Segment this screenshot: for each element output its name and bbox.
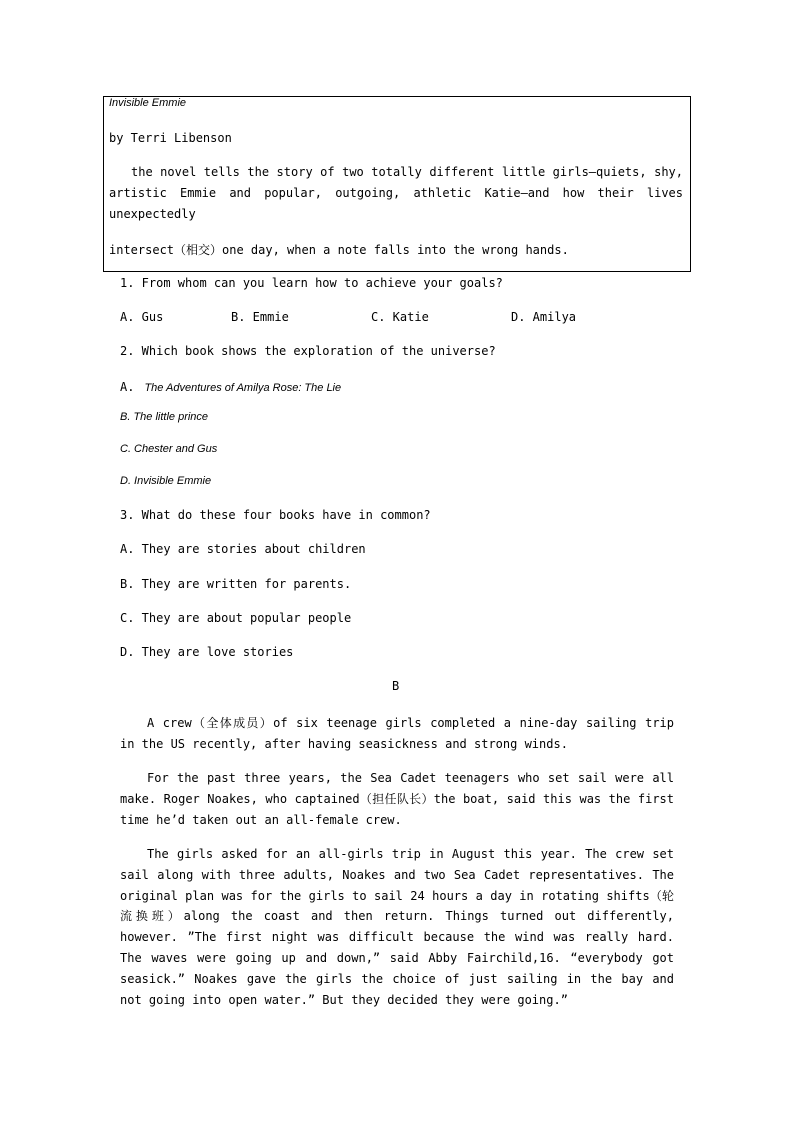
q2-option-d: D. Invisible Emmie [120,475,212,487]
q2-option-a-label: A. [120,380,135,394]
book-description-line3: unexpectedly [109,207,196,221]
question-2: 2. Which book shows the exploration of the universe? [120,344,496,358]
q1-option-d: D. Amilya [511,310,577,324]
section-heading: B [392,679,400,693]
section-b-paragraph-3: The girls asked for an all-girls trip in August this year. The crew set sail along with three adults, Noakes and two Sea Cadet representatives. The original plan was for the girls to sail 24 hours a day in rotating shifts（轮流换班）along the coast and then return. Things turned out differently, however. ”The first night was difficult because the wind was really hard. The waves were going up and down,” said Abby Fairchild,16. “everybody got seasick.” Noakes gave the girls the choice of just sailing in the bay and not going into open water.” But they decided they were going.” [120,847,674,1007]
q3-option-d: D. They are love stories [120,645,294,659]
q2-option-a [120,378,341,396]
q2-option-a-text: The Adventures of Amilya Rose: The Lie [144,382,342,394]
book-description-line2: artistic Emmie and popular, outgoing, athletic Katie—and how their lives [109,186,683,200]
book-description-line1: the novel tells the story of two totally different little girls—quiets, shy, [131,165,683,179]
q3-option-b: B. They are written for parents. [120,577,352,591]
q1-option-a: A. Gus [120,310,164,324]
q2-option-c: C. Chester and Gus [120,443,218,455]
book-title: Invisible Emmie [109,97,187,109]
q3-option-a: A. They are stories about children [120,542,366,556]
book-author: by Terri Libenson [109,131,232,145]
book-description-line4: intersect（相交）one day, when a note falls into the wrong hands. [109,243,569,257]
section-b-paragraph-1: A crew（全体成员）of six teenage girls completed a nine-day sailing trip in the US recently, after having seasickness and strong winds. [120,716,674,751]
question-1: 1. From whom can you learn how to achieve your goals? [120,276,503,290]
q3-option-c: C. They are about popular people [120,611,352,625]
question-3: 3. What do these four books have in common? [120,508,431,522]
q1-option-b: B. Emmie [231,310,289,324]
q1-option-c: C. Katie [371,310,429,324]
section-b-paragraph-2: For the past three years, the Sea Cadet teenagers who set sail were all make. Roger Noakes, who captained（担任队长）the boat, said this was the first time he’d taken out an all-female crew. [120,771,674,827]
q2-option-b: B. The little prince [120,411,209,423]
